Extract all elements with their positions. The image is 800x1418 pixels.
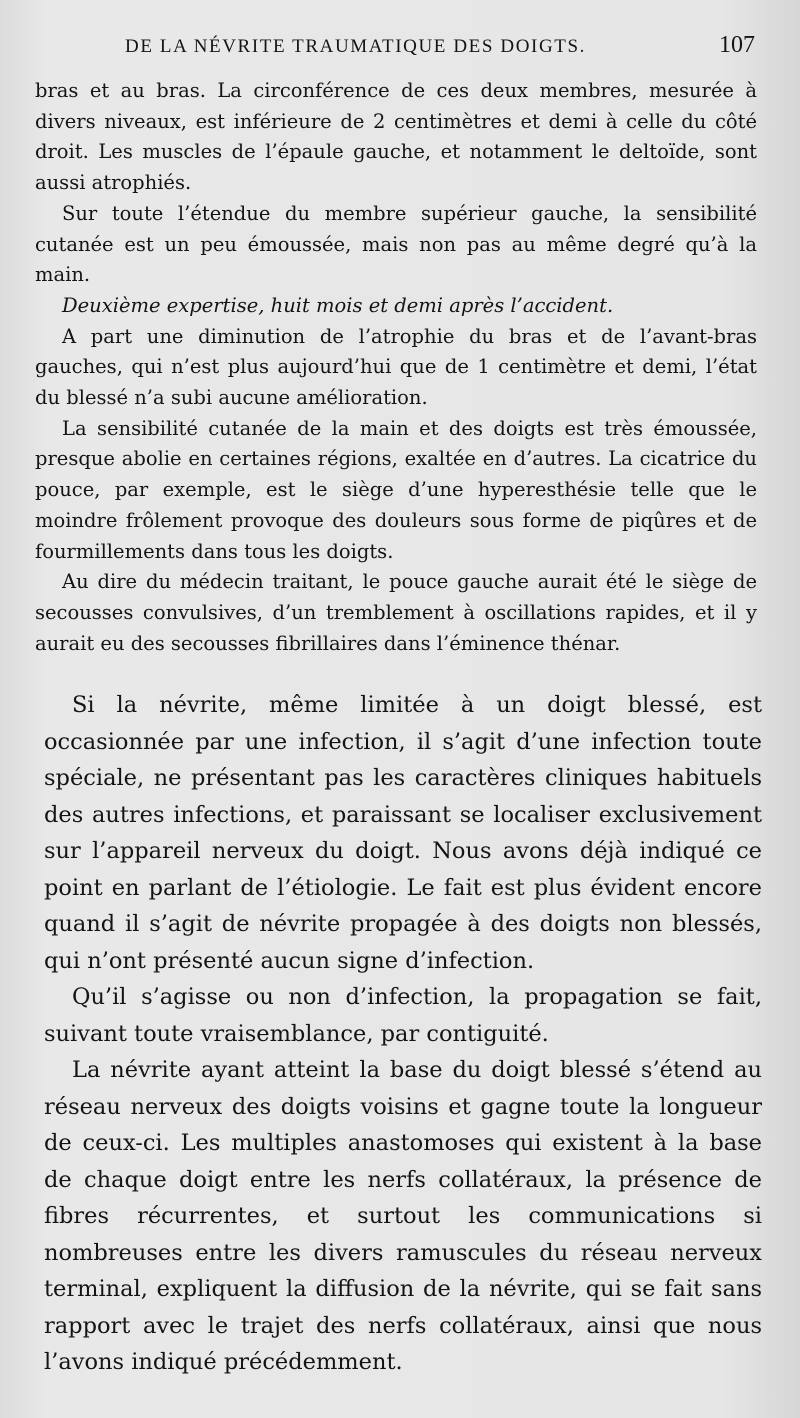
paragraph-atrophy: A part une diminution de l’atrophie du bras et de l’avant-bras gauches, qui n’est plus aujourd’hui que de 1 centimètre et demi, l’état du blessé n’a subi aucune amélioration. <box>35 324 757 410</box>
paragraph-diffusion: La névrite ayant atteint la base du doigt blessé s’étend au réseau nerveux des doigts voisins et gagne toute la longueur de ceux-ci. Les multiples anastomoses qui existent à la base de chaque doigt entre les nerfs collatéraux, la présence de fibres récurrentes, et surtout les communications si nombreuses entre les divers ramuscules du réseau nerveux terminal, expliquent la diffusion de la névrite, qui se fait sans rapport avec le trajet des nerfs collatéraux, ainsi que nous l’avons indiqué précédemment. <box>44 1057 762 1375</box>
page-number: 107 <box>719 32 755 58</box>
paragraph-sensibility-arm: Sur toute l’étendue du membre supérieur gauche, la sensibilité cutanée est un peu émoussée, mais non pas au même degré qu’à la main. <box>35 201 757 287</box>
discussion-block <box>44 687 762 1381</box>
case-report-block <box>35 76 757 659</box>
page-header <box>125 32 755 66</box>
paragraph-continued: bras et au bras. La circonférence de ces deux membres, mesurée à divers niveaux, est inférieure de 2 centimètres et demi à celle du côté droit. Les muscles de l’épaule gauche, et notamment le deltoïde, sont aussi atrophiés. <box>35 79 757 195</box>
paragraph-sensibility-hand: La sensibilité cutanée de la main et des doigts est très émoussée, presque abolie en certaines régions, exaltée en d’autres. La cicatrice du pouce, par exemple, est le siège d’une hyperesthésie telle que le moindre frôlement provoque des douleurs sous forme de piqûres et de fourmillements dans tous les doigts. <box>35 416 757 563</box>
second-expertise-heading: Deuxième expertise, huit mois et demi après l’accident. <box>62 293 614 317</box>
paragraph-physician-report: Au dire du médecin traitant, le pouce gauche aurait été le siège de secousses convulsives, d’un tremblement à oscillations rapides, et il y aurait eu des secousses fibrillaires dans l’éminence thénar. <box>35 570 757 655</box>
paragraph-propagation: Qu’il s’agisse ou non d’infection, la propagation se fait, suivant toute vraisemblance, par contiguité. <box>44 984 762 1047</box>
running-title: DE LA NÉVRITE TRAUMATIQUE DES DOIGTS. <box>125 36 586 57</box>
paragraph-infection: Si la névrite, même limitée à un doigt blessé, est occasionnée par une infection, il s’agit d’une infection toute spéciale, ne présentant pas les caractères cliniques habituels des autres infections, et paraissant se localiser exclusivement sur l’appareil nerveux du doigt. Nous avons déjà indiqué ce point en parlant de l’étiologie. Le fait est plus évident encore quand il s’agit de névrite propagée à des doigts non blessés, qui n’ont présenté aucun signe d’infection. <box>44 692 762 974</box>
